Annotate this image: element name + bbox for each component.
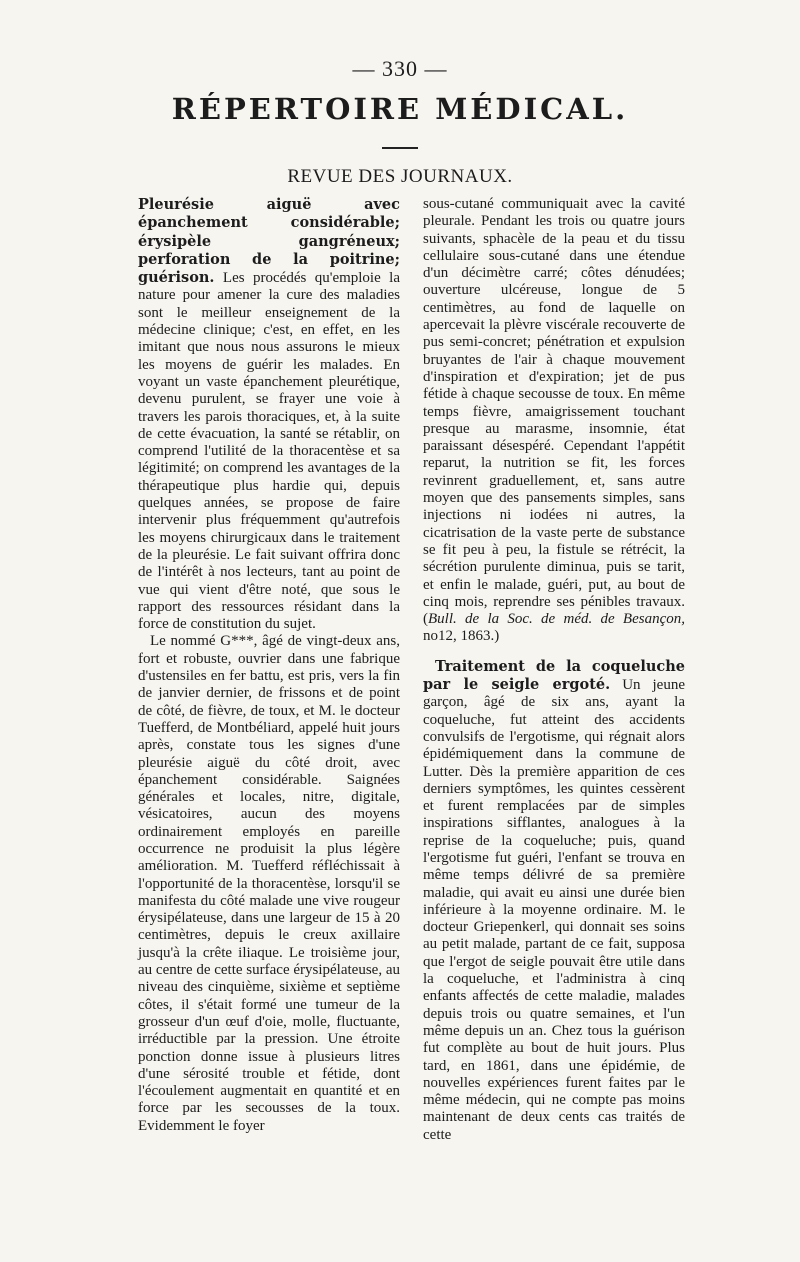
article-1-title-paragraph (138, 196, 400, 633)
article-1-case-paragraph: Le nommé G***, âgé de vingt-deux ans, fort et robuste, ouvrier dans une fabrique d'ustensiles en fer battu, est pris, vers la fin de janvier dernier, de frissons et de point de côté, de fièvre, de toux, et M. le docteur Tuefferd, de Montbéliard, appelé huit jours après, constate tous les signes d'une pleurésie aiguë du côté droit, avec épanchement considérable. Saignées générales et locales, nitre, digitale, vésicatoires, aucun des moyens ordinairement employés en pareille occurrence ne produisit la plus légère amélioration. M. Tuefferd réfléchissait à l'opportunité de la thoracentèse, lorsqu'il se manifesta du côté malade une vive rougeur érysipélateuse, dans une largeur de 15 à 20 centimètres, depuis le creux axillaire jusqu'à la crête iliaque. Le troisième jour, au centre de cette surface érysipélateuse, au niveau des cinquième, sixième et septième côtes, il s'était formé une tumeur de la grosseur d'un œuf d'oie, molle, fluctuante, irréductible par la pression. Une étroite ponction donne issue à plusieurs litres d'une sérosité trouble et fétide, dont l'écoulement augmentait en quantité et en force par les secousses de la toux. Evidemment le foyer (138, 633, 400, 1134)
article-1-continuation (423, 196, 685, 646)
article-2-title: Traitement de la coqueluche par le seigle ergoté. (423, 657, 685, 694)
article-1-continuation-text: sous-cutané communiquait avec la cavité pleurale. Pendant les trois ou quatre jours suivants, sphacèle de la peau et du tissu cellulaire sous-cutané dans une étendue d'un décimètre carré; côtes dénudées; ouverture ulcéreuse, longue de 5 centimètres, au fond de laquelle on apercevait la plèvre viscérale recouverte de pus semi-concret; pénétration et expulsion bruyantes de l'air à chaque mouvement d'inspiration et d'expiration; jet de pus fétide à chaque secousse de toux. En même temps fièvre, amaigrissement touchant presque au marasme, insomnie, état paraissant désespéré. Cependant l'appétit reparut, la nutrition se fit, les forces revinrent graduellement, et, sans autre moyen que des pansements simples, sans injections ni iodées ni autres, la cicatrisation de la vaste perte de substance se fit peu à peu, la fistule se rétrécit, la sécrétion purulente diminua, puis se tarit, et enfin le malade, guéri, put, au bout de cinq mois, reprendre ses pénibles travaux. ( (423, 196, 685, 628)
article-2-paragraph (423, 658, 685, 1144)
subsection-title: REVUE DES JOURNAUX. (287, 166, 513, 187)
article-1-title: Pleurésie aiguë avec épanchement considérable; érysipèle gangréneux; perforation de la poitrine; guérison. (138, 196, 400, 287)
article-2-body: Un jeune garçon, âgé de six ans, ayant la coqueluche, fut atteint des accidents convulsifs de l'ergotisme, qui régnait alors épidémiquement dans la commune de Lutter. Dès la première apparition de ces derniers symptômes, les quintes cessèrent et furent remplacées par de simples inspirations sifflantes, analogues à la reprise de la coqueluche; puis, quand l'ergotisme fut guéri, l'enfant se trouva en même temps délivré de sa première maladie, qui avait eu ainsi une durée bien inférieure à la moyenne ordinaire. M. le docteur Griepenkerl, qui donnait ses soins au petit malade, partant de ce fait, supposa que l'ergot de seigle pouvait être utile dans la coqueluche, et l'administra à cinq enfants affectés de cette maladie, malades depuis trois ou quatre semaines, et l'un même depuis un an. Chez tous la guérison fut complète au bout de huit jours. Plus tard, en 1861, dans une épidémie, de nouvelles expériences furent faites par le même médecin, qui ne compte pas moins maintenant de deux cents cas traités de cette (423, 677, 685, 1143)
article-1-citation: Bull. de la Soc. de méd. de Besançon, (428, 611, 685, 628)
article-1-citation-end: no12, 1863.) (423, 628, 500, 645)
title-divider (382, 147, 418, 149)
left-column (138, 196, 400, 1135)
article-1-intro: Les procédés qu'emploie la nature pour amener la cure des maladies sont le meilleur enseignement de la médecine clinique; c'est, en effet, en les imitant que nous nous assurons le mieux les moyens de guérir les malades. En voyant un vaste épanchement pleurétique, devenu purulent, se frayer une voie à travers les parois thoraciques, et, à la suite de cette évacuation, la santé se rétablir, on comprend l'utilité de la thoracentèse et sa légitimité; on comprend les avantages de la thérapeutique plus hardie qui, depuis quelques années, se propose de faire intervenir plus fréquemment qu'autrefois les moyens chirurgicaux dans le traitement de la pleurésie. Le fait suivant offrira donc de l'intérêt à nos lecteurs, tant au point de vue qui vient d'être noté, que sous le rapport des ressources résidant dans la force de constitution du sujet. (138, 270, 401, 633)
right-column (423, 196, 685, 1144)
page-number: — 330 — (352, 56, 448, 81)
section-title: RÉPERTOIRE MÉDICAL. (171, 92, 629, 126)
